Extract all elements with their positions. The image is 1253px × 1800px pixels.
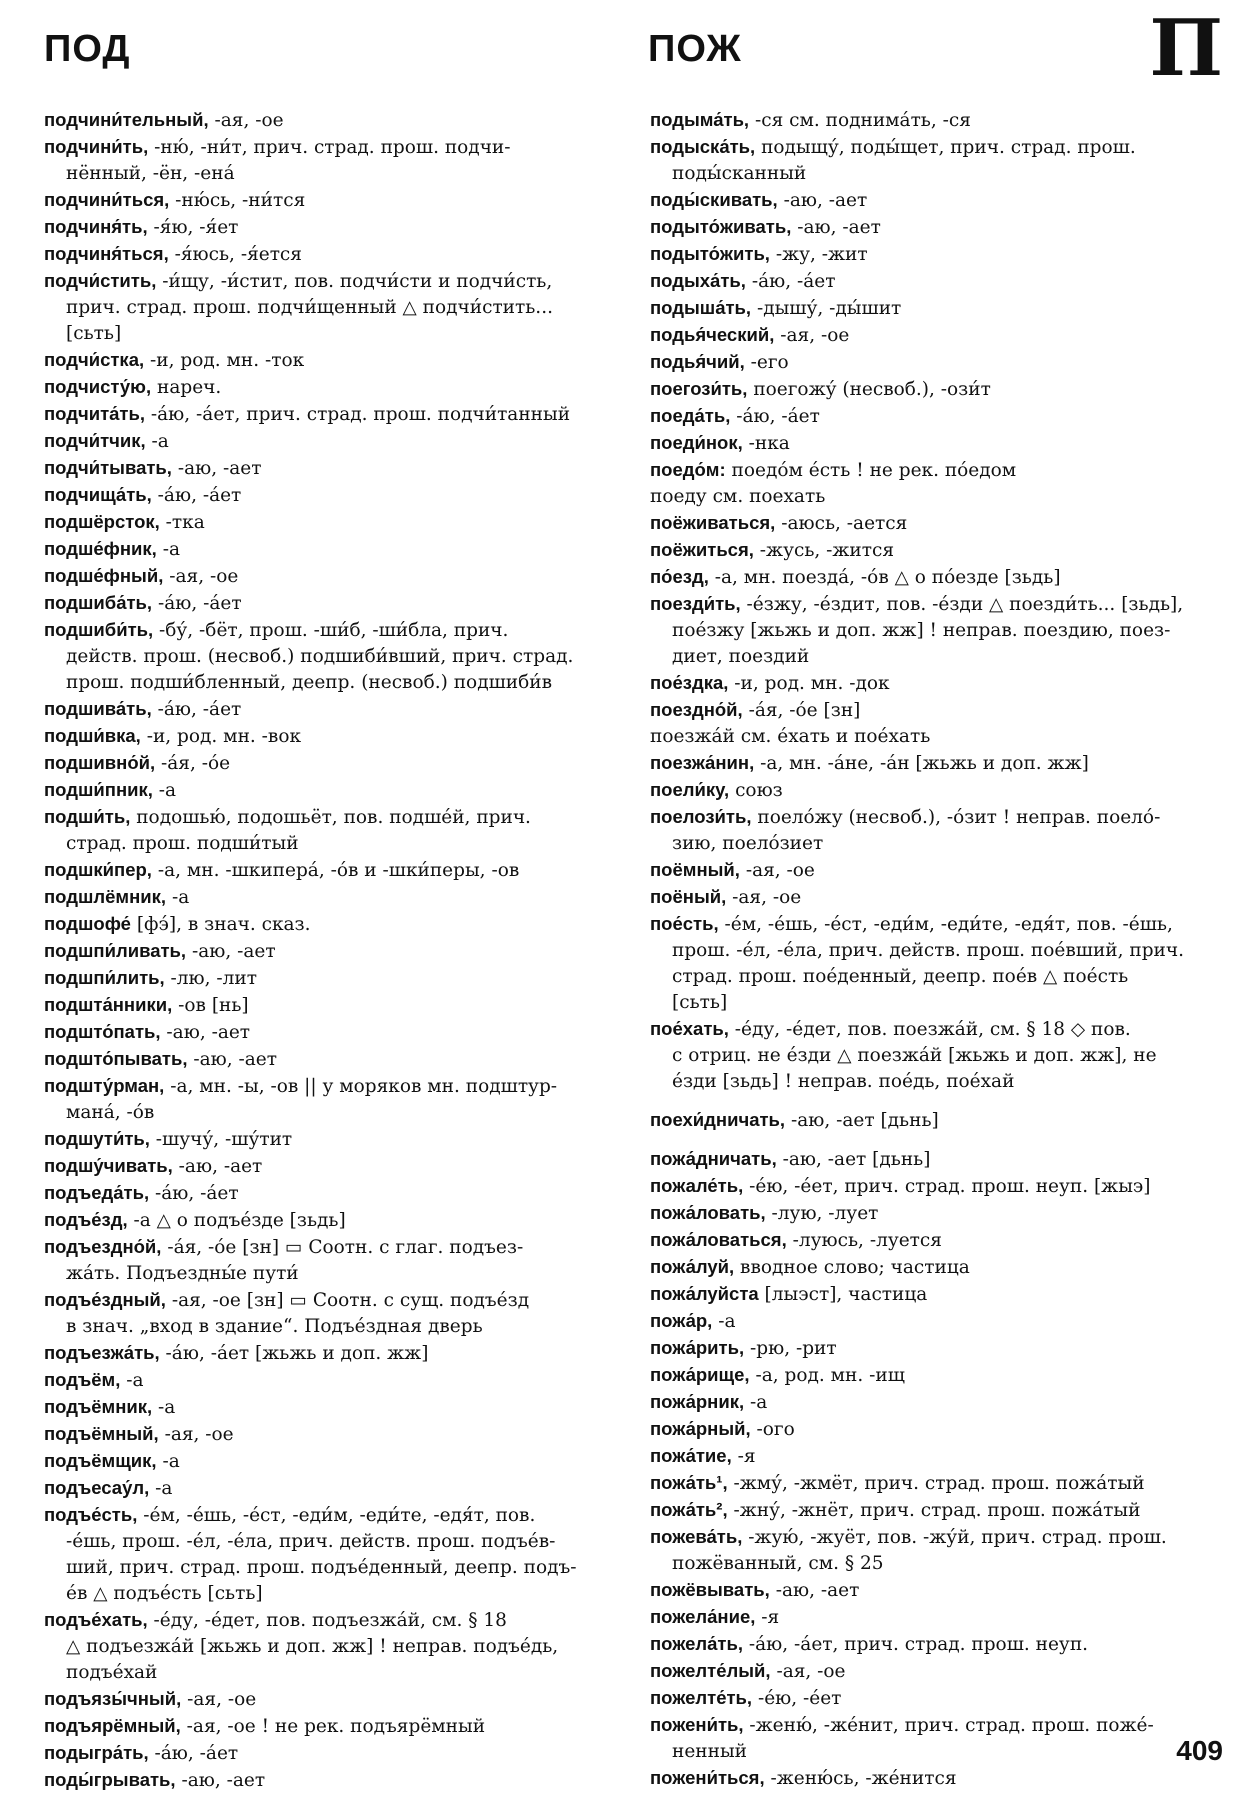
headword: подшиби́ть, bbox=[44, 619, 154, 640]
dictionary-entry-line: подъеда́ть, -а́ю, -а́ет bbox=[44, 1182, 239, 1204]
dictionary-entry-line: страд. прош. подши́тый bbox=[66, 833, 299, 854]
dictionary-entry-line: подшути́ть, -шучу́, -шу́тит bbox=[44, 1128, 293, 1150]
dictionary-entry-line: подыто́жить, -жу, -жит bbox=[650, 243, 868, 265]
dictionary-entry-line: подшто́пывать, -аю, -ает bbox=[44, 1048, 277, 1070]
dictionary-entry-line: подшпи́лить, -лю, -лит bbox=[44, 967, 257, 989]
right-column bbox=[650, 107, 1225, 1792]
dictionary-entry-line: подья́ческий, -ая, -ое bbox=[650, 324, 850, 346]
headword: подчи́стка, bbox=[44, 349, 145, 370]
headword: подчи́стить, bbox=[44, 270, 157, 291]
dictionary-entry-line: мана́, -о́в bbox=[66, 1102, 155, 1123]
dictionary-entry-line: поеди́нок, -нка bbox=[650, 432, 790, 454]
dictionary-entry-line: поды́сканный bbox=[672, 163, 807, 184]
headword: пожелте́ть, bbox=[650, 1687, 753, 1708]
dictionary-entry-line: пожа́луй, вводное слово; частица bbox=[650, 1256, 970, 1278]
dictionary-entry-line: ненный bbox=[672, 1741, 747, 1762]
dictionary-entry-line: поедо́м: поедо́м е́сть ! не рек. по́едом bbox=[650, 459, 1017, 481]
dictionary-entry-line: подчи́тывать, -аю, -ает bbox=[44, 457, 262, 479]
dictionary-entry-line: поды́скивать, -аю, -ает bbox=[650, 189, 868, 211]
section-letter: П bbox=[1149, 3, 1223, 94]
dictionary-entry-line: подчиня́ться, -я́юсь, -я́ется bbox=[44, 243, 302, 265]
dictionary-entry-line: поёживаться, -аюсь, -ается bbox=[650, 512, 908, 534]
headword: подшпи́ливать, bbox=[44, 940, 187, 961]
dictionary-entry-line: пожа́тие, -я bbox=[650, 1445, 756, 1467]
headword: подчи́тывать, bbox=[44, 457, 172, 478]
headword: подшивно́й, bbox=[44, 752, 156, 773]
dictionary-entry-line: подшто́пать, -аю, -ает bbox=[44, 1021, 251, 1043]
dictionary-entry-line: подъярёмный, -ая, -ое ! не рек. подъярёмный bbox=[44, 1715, 486, 1737]
dictionary-entry-line: пожа́рник, -а bbox=[650, 1391, 768, 1413]
dictionary-entry-line: по́езд, -а, мн. поезда́, -о́в △ о по́езде [зьдь] bbox=[650, 566, 1061, 588]
dictionary-entry-line: с отриц. не е́зди △ поезжа́й [жьжь и доп. жж], не bbox=[672, 1045, 1157, 1066]
dictionary-entry-line: [сьть] bbox=[66, 323, 122, 344]
dictionary-entry-line: подшта́нники, -ов [нь] bbox=[44, 994, 249, 1016]
dictionary-entry-line: действ. прош. (несвоб.) подшиби́вший, прич. страд. bbox=[66, 646, 574, 667]
dictionary-entry-line: подыха́ть, -а́ю, -а́ет bbox=[650, 270, 836, 292]
dictionary-entry-line: подыша́ть, -дышу́, -ды́шит bbox=[650, 297, 902, 319]
dictionary-entry-line: прич. страд. прош. подчи́щенный △ подчи́стить... bbox=[66, 297, 553, 318]
dictionary-entry-line: подшу́чивать, -аю, -ает bbox=[44, 1155, 263, 1177]
dictionary-entry-line: -е́шь, прош. -е́л, -е́ла, прич. действ. прош. подъе́в- bbox=[66, 1531, 556, 1552]
dictionary-entry-line: подше́фный, -ая, -ое bbox=[44, 565, 239, 587]
dictionary-entry-line: подъесау́л, -а bbox=[44, 1477, 173, 1499]
headword: пожа́рный, bbox=[650, 1418, 751, 1439]
headword: подшу́чивать, bbox=[44, 1155, 173, 1176]
dictionary-entry-line: пожа́дничать, -аю, -ает [дьнь] bbox=[650, 1148, 931, 1170]
headword: пожела́ние, bbox=[650, 1606, 756, 1627]
headword: поезди́ть, bbox=[650, 593, 741, 614]
dictionary-entry-line: подъёмник, -а bbox=[44, 1396, 176, 1418]
headword: пожа́луйста bbox=[650, 1283, 759, 1304]
dictionary-entry-line: подъязы́чный, -ая, -ое bbox=[44, 1688, 257, 1710]
headword: подшки́пер, bbox=[44, 859, 152, 880]
dictionary-entry-line: диет, поездий bbox=[672, 646, 810, 667]
dictionary-entry-line: жа́ть. Подъездны́е пути́ bbox=[66, 1263, 299, 1284]
dictionary-entry-line: подшту́рман, -а, мн. -ы, -ов || у моряков мн. подштур- bbox=[44, 1075, 558, 1097]
dictionary-entry-line: подъём, -а bbox=[44, 1369, 144, 1391]
running-head-right: ПОЖ bbox=[648, 28, 742, 70]
headword: подчини́ться, bbox=[44, 189, 170, 210]
headword: поёживаться, bbox=[650, 512, 776, 533]
dictionary-entry-line: поёжиться, -жусь, -жится bbox=[650, 539, 895, 561]
dictionary-entry-line: подыто́живать, -аю, -ает bbox=[650, 216, 881, 238]
dictionary-entry-line: пожа́ть¹, -жму́, -жмёт, прич. страд. прош. пожа́тый bbox=[650, 1472, 1145, 1494]
headword: подшто́пывать, bbox=[44, 1048, 188, 1069]
headword: пожева́ть, bbox=[650, 1526, 743, 1547]
headword: поегози́ть, bbox=[650, 378, 748, 399]
dictionary-entry-line: пожелте́лый, -ая, -ое bbox=[650, 1660, 846, 1682]
dictionary-entry-line: подыска́ть, подыщу́, поды́щет, прич. страд. прош. bbox=[650, 136, 1136, 158]
dictionary-entry-line: поехи́дничать, -аю, -ает [дьнь] bbox=[650, 1109, 939, 1131]
headword: поезжа́нин, bbox=[650, 752, 755, 773]
headword: подъёмный, bbox=[44, 1423, 159, 1444]
dictionary-entry-line: подшиби́ть, -бу́, -бёт, прош. -ши́б, -ши́бла, прич. bbox=[44, 619, 509, 641]
dictionary-entry-line: поеду см. поехать bbox=[650, 486, 826, 507]
dictionary-entry-line: подъе́здный, -ая, -ое [зн] ▭ Соотн. с сущ. подъе́зд bbox=[44, 1289, 530, 1311]
dictionary-entry-line: поезжа́нин, -а, мн. -а́не, -а́н [жьжь и доп. жж] bbox=[650, 752, 1089, 774]
dictionary-entry-line: подчита́ть, -а́ю, -а́ет, прич. страд. прош. подчи́танный bbox=[44, 403, 571, 425]
headword: подшто́пать, bbox=[44, 1021, 161, 1042]
dictionary-entry-line: пожа́ловать, -лую, -лует bbox=[650, 1202, 879, 1224]
dictionary-entry-line: подшпи́ливать, -аю, -ает bbox=[44, 940, 276, 962]
dictionary-entry-line: пое́зжу [жьжь и доп. жж] ! неправ. поездию, поез- bbox=[672, 620, 1171, 641]
headword: подъезжа́ть, bbox=[44, 1342, 160, 1363]
headword: подшиба́ть, bbox=[44, 592, 153, 613]
headword: пожени́ть, bbox=[650, 1714, 744, 1735]
dictionary-entry-line: пое́здка, -и, род. мн. -док bbox=[650, 672, 890, 694]
dictionary-entry-line: подыма́ть, -ся см. поднима́ть, -ся bbox=[650, 109, 971, 131]
dictionary-entry-line: подшёрсток, -тка bbox=[44, 511, 205, 533]
headword: пожа́ловать, bbox=[650, 1202, 766, 1223]
dictionary-entry-line: подше́фник, -а bbox=[44, 538, 180, 560]
dictionary-entry-line: зию, поело́зиет bbox=[672, 833, 824, 854]
headword: поды́грывать, bbox=[44, 1769, 176, 1790]
headword: пожёвывать, bbox=[650, 1579, 770, 1600]
dictionary-entry-line: ший, прич. страд. прош. подъе́денный, деепр. подъ- bbox=[66, 1557, 577, 1578]
dictionary-entry-line: пожа́луйста [лыэст], частица bbox=[650, 1283, 928, 1305]
dictionary-entry-line: пое́хать, -е́ду, -е́дет, пов. поезжа́й, см. § 18 ◇ пов. bbox=[650, 1018, 1131, 1040]
headword: подъездно́й, bbox=[44, 1236, 162, 1257]
headword: поехи́дничать, bbox=[650, 1109, 786, 1130]
headword: подыто́жить, bbox=[650, 243, 770, 264]
dictionary-entry-line: подья́чий, -его bbox=[650, 351, 789, 373]
dictionary-entry-line: поёный, -ая, -ое bbox=[650, 886, 802, 908]
dictionary-entry-line: поды́грывать, -аю, -ает bbox=[44, 1769, 266, 1791]
headword: подъярёмный, bbox=[44, 1715, 181, 1736]
headword: подчини́ть, bbox=[44, 136, 149, 157]
dictionary-entry-line: поезжа́й см. е́хать и пое́хать bbox=[650, 726, 931, 747]
headword: пожа́рник, bbox=[650, 1391, 745, 1412]
dictionary-entry-line: поезди́ть, -е́зжу, -е́здит, пов. -е́зди △ поезди́ть... [зьдь], bbox=[650, 593, 1184, 615]
dictionary-entry-line: пожева́ть, -жую́, -жуёт, пов. -жу́й, прич. страд. прош. bbox=[650, 1526, 1167, 1548]
dictionary-entry-line: подчи́стить, -и́щу, -и́стит, пов. подчи́сти и подчи́сть, bbox=[44, 270, 553, 292]
dictionary-entry-line: подшки́пер, -а, мн. -шкипера́, -о́в и -шки́перы, -ов bbox=[44, 859, 520, 881]
headword: подшёрсток, bbox=[44, 511, 160, 532]
headword: подыгра́ть, bbox=[44, 1742, 149, 1763]
headword: пожа́луй, bbox=[650, 1256, 735, 1277]
headword: пожа́дничать, bbox=[650, 1148, 777, 1169]
dictionary-entry-line: подшива́ть, -а́ю, -а́ет bbox=[44, 698, 242, 720]
page-number: 409 bbox=[1176, 1735, 1223, 1766]
headword: подшта́нники, bbox=[44, 994, 173, 1015]
headword: поёный, bbox=[650, 886, 727, 907]
dictionary-entry-line: пожа́рить, -рю, -рит bbox=[650, 1337, 837, 1359]
dictionary-entry-line: пое́сть, -е́м, -е́шь, -е́ст, -еди́м, -еди́те, -едя́т, пов. -е́шь, bbox=[650, 913, 1173, 935]
headword: подчи́тчик, bbox=[44, 430, 146, 451]
headword: поёжиться, bbox=[650, 539, 754, 560]
headword: поелози́ть, bbox=[650, 806, 752, 827]
headword: пое́здка, bbox=[650, 672, 729, 693]
dictionary-entry-line: пожа́рный, -ого bbox=[650, 1418, 795, 1440]
dictionary-entry-line: [сьть] bbox=[672, 992, 728, 1013]
headword: подчиня́ться, bbox=[44, 243, 169, 264]
headword: поды́скивать, bbox=[650, 189, 778, 210]
dictionary-entry-line: подъе́сть, -е́м, -е́шь, -е́ст, -еди́м, -еди́те, -едя́т, пов. bbox=[44, 1504, 536, 1526]
headword: подыска́ть, bbox=[650, 136, 756, 157]
dictionary-entry-line: △ подъезжа́й [жьжь и доп. жж] ! неправ. подъе́дь, bbox=[66, 1636, 559, 1657]
dictionary-entry-line: поездно́й, -а́я, -о́е [зн] bbox=[650, 699, 861, 721]
headword: подья́чий, bbox=[650, 351, 745, 372]
headword: пожа́рить, bbox=[650, 1337, 745, 1358]
headword: пое́хать, bbox=[650, 1018, 729, 1039]
headword: подше́фный, bbox=[44, 565, 164, 586]
headword: подчини́тельный, bbox=[44, 109, 209, 130]
headword: подъёмник, bbox=[44, 1396, 153, 1417]
dictionary-entry-line: пожа́ть², -жну́, -жнёт, прич. страд. прош. пожа́тый bbox=[650, 1499, 1141, 1521]
headword: подъязы́чный, bbox=[44, 1688, 182, 1709]
headword: пожела́ть, bbox=[650, 1633, 744, 1654]
headword: подья́ческий, bbox=[650, 324, 775, 345]
dictionary-entry-line: подши́ть, подошью́, подошьёт, пов. подше́й, прич. bbox=[44, 806, 531, 828]
headword: подъеда́ть, bbox=[44, 1182, 150, 1203]
headword: подъём, bbox=[44, 1369, 121, 1390]
dictionary-entry-line: подъе́зд, -а △ о подъе́зде [зьдь] bbox=[44, 1209, 346, 1231]
dictionary-entry-line: е́в △ подъе́сть [сьть] bbox=[66, 1583, 263, 1604]
headword: подчиня́ть, bbox=[44, 216, 148, 237]
dictionary-entry-line: пожела́ть, -а́ю, -а́ет, прич. страд. прош. неуп. bbox=[650, 1633, 1089, 1655]
headword: пожа́ловаться, bbox=[650, 1229, 787, 1250]
headword: подыша́ть, bbox=[650, 297, 752, 318]
headword: пое́сть, bbox=[650, 913, 719, 934]
dictionary-entry-line: пожела́ние, -я bbox=[650, 1606, 780, 1628]
dictionary-entry-line: подчини́тельный, -ая, -ое bbox=[44, 109, 284, 131]
dictionary-entry-line: подъездно́й, -а́я, -о́е [зн] ▭ Соотн. с глаг. подъез- bbox=[44, 1236, 524, 1258]
dictionary-entry-line: подчи́стка, -и, род. мн. -ток bbox=[44, 349, 305, 371]
headword: пожелте́лый, bbox=[650, 1660, 771, 1681]
headword: подши́пник, bbox=[44, 779, 153, 800]
dictionary-entry-line: поегози́ть, поегожу́ (несвоб.), -ози́т bbox=[650, 378, 991, 400]
dictionary-entry-line: пожени́ться, -женю́сь, -же́нится bbox=[650, 1767, 957, 1789]
dictionary-entry-line: прош. подши́бленный, деепр. (несвоб.) подшиби́в bbox=[66, 672, 552, 693]
dictionary-entry-line: подчини́ться, -ню́сь, -ни́тся bbox=[44, 189, 306, 211]
dictionary-entry-line: подъёмщик, -а bbox=[44, 1450, 180, 1472]
dictionary-entry-line: подчища́ть, -а́ю, -а́ет bbox=[44, 484, 242, 506]
headword: подъёмщик, bbox=[44, 1450, 157, 1471]
headword: подшпи́лить, bbox=[44, 967, 165, 988]
dictionary-entry-line: страд. прош. пое́денный, деепр. пое́в △ пое́сть bbox=[672, 966, 1129, 987]
dictionary-entry-line: пожале́ть, -е́ю, -е́ет, прич. страд. прош. неуп. [жыэ] bbox=[650, 1175, 1151, 1197]
headword: пожа́р, bbox=[650, 1310, 713, 1331]
headword: пожа́рище, bbox=[650, 1364, 750, 1385]
dictionary-entry-line: подшивно́й, -а́я, -о́е bbox=[44, 752, 231, 774]
dictionary-entry-line: пожелте́ть, -е́ю, -е́ет bbox=[650, 1687, 842, 1709]
dictionary-entry-line: поелози́ть, поело́жу (несвоб.), -о́зит ! неправ. поело́- bbox=[650, 806, 1161, 828]
dictionary-entry-line: подыгра́ть, -а́ю, -а́ет bbox=[44, 1742, 239, 1764]
dictionary-entry-line: прош. -е́л, -е́ла, прич. действ. прош. пое́вший, прич. bbox=[672, 940, 1185, 961]
headword: подшлёмник, bbox=[44, 886, 167, 907]
headword: подши́вка, bbox=[44, 725, 141, 746]
headword: подъе́сть, bbox=[44, 1504, 138, 1525]
dictionary-entry-line: е́зди [зьдь] ! неправ. пое́дь, пое́хай bbox=[672, 1071, 1015, 1092]
dictionary-entry-line: подчини́ть, -ню́, -ни́т, прич. страд. прош. подчи- bbox=[44, 136, 511, 158]
dictionary-entry-line: пожа́р, -а bbox=[650, 1310, 736, 1332]
dictionary-entry-line: пожёванный, см. § 25 bbox=[672, 1553, 884, 1574]
dictionary-entry-line: пожа́рище, -а, род. мн. -ищ bbox=[650, 1364, 905, 1386]
headword: подчита́ть, bbox=[44, 403, 146, 424]
dictionary-entry-line: подъезжа́ть, -а́ю, -а́ет [жьжь и доп. жж] bbox=[44, 1342, 429, 1364]
dictionary-entry-line: подшлёмник, -а bbox=[44, 886, 190, 908]
headword: подшту́рман, bbox=[44, 1075, 165, 1096]
dictionary-entry-line: подчиня́ть, -я́ю, -я́ет bbox=[44, 216, 239, 238]
dictionary-entry-line: подъе́хай bbox=[66, 1662, 158, 1683]
dictionary-entry-line: пожёвывать, -аю, -ает bbox=[650, 1579, 860, 1601]
dictionary-entry-line: подчи́тчик, -а bbox=[44, 430, 169, 452]
dictionary-entry-line: подъёмный, -ая, -ое bbox=[44, 1423, 234, 1445]
headword: пожа́ть², bbox=[650, 1499, 728, 1520]
dictionary-entry-line: поеда́ть, -а́ю, -а́ет bbox=[650, 405, 820, 427]
headword: поеди́нок, bbox=[650, 432, 743, 453]
headword: пожале́ть, bbox=[650, 1175, 744, 1196]
headword: поеда́ть, bbox=[650, 405, 731, 426]
headword: подъе́здный, bbox=[44, 1289, 166, 1310]
headword: подыто́живать, bbox=[650, 216, 792, 237]
dictionary-entry-line: поели́ку, союз bbox=[650, 779, 783, 801]
dictionary-entry-line: пожени́ть, -женю́, -же́нит, прич. страд. прош. поже́- bbox=[650, 1714, 1154, 1736]
headword: пожени́ться, bbox=[650, 1767, 765, 1788]
headword: поели́ку, bbox=[650, 779, 730, 800]
dictionary-entry-line: подши́вка, -и, род. мн. -вок bbox=[44, 725, 302, 747]
headword: подъе́зд, bbox=[44, 1209, 128, 1230]
headword: пожа́тие, bbox=[650, 1445, 732, 1466]
dictionary-entry-line: подшиба́ть, -а́ю, -а́ет bbox=[44, 592, 242, 614]
headword: подчища́ть, bbox=[44, 484, 152, 505]
left-column bbox=[44, 107, 619, 1794]
headword: подъе́хать, bbox=[44, 1609, 148, 1630]
dictionary-entry-line: в знач. „вход в здание“. Подъе́здная дверь bbox=[66, 1316, 483, 1337]
running-head-left: ПОД bbox=[44, 28, 131, 70]
dictionary-entry-line: подчисту́ю, нареч. bbox=[44, 376, 222, 398]
headword: подыма́ть, bbox=[650, 109, 750, 130]
headword: по́езд, bbox=[650, 566, 709, 587]
dictionary-entry-line: поёмный, -ая, -ое bbox=[650, 859, 815, 881]
headword: поёмный, bbox=[650, 859, 740, 880]
dictionary-entry-line: нённый, -ён, -ена́ bbox=[66, 163, 235, 184]
headword: поедо́м: bbox=[650, 459, 726, 480]
headword: подъесау́л, bbox=[44, 1477, 150, 1498]
headword: подшути́ть, bbox=[44, 1128, 150, 1149]
headword: подыха́ть, bbox=[650, 270, 746, 291]
headword: подшива́ть, bbox=[44, 698, 152, 719]
dictionary-entry-line: пожа́ловаться, -луюсь, -луется bbox=[650, 1229, 942, 1251]
dictionary-entry-line: подъе́хать, -е́ду, -е́дет, пов. подъезжа́й, см. § 18 bbox=[44, 1609, 507, 1631]
headword: подшофе́ bbox=[44, 913, 131, 934]
dictionary-entry-line: подши́пник, -а bbox=[44, 779, 177, 801]
headword: подше́фник, bbox=[44, 538, 157, 559]
headword: подши́ть, bbox=[44, 806, 131, 827]
headword: подчисту́ю, bbox=[44, 376, 152, 397]
headword: поездно́й, bbox=[650, 699, 743, 720]
dictionary-entry-line: подшофе́ [фэ́], в знач. сказ. bbox=[44, 913, 311, 935]
headword: пожа́ть¹, bbox=[650, 1472, 728, 1493]
